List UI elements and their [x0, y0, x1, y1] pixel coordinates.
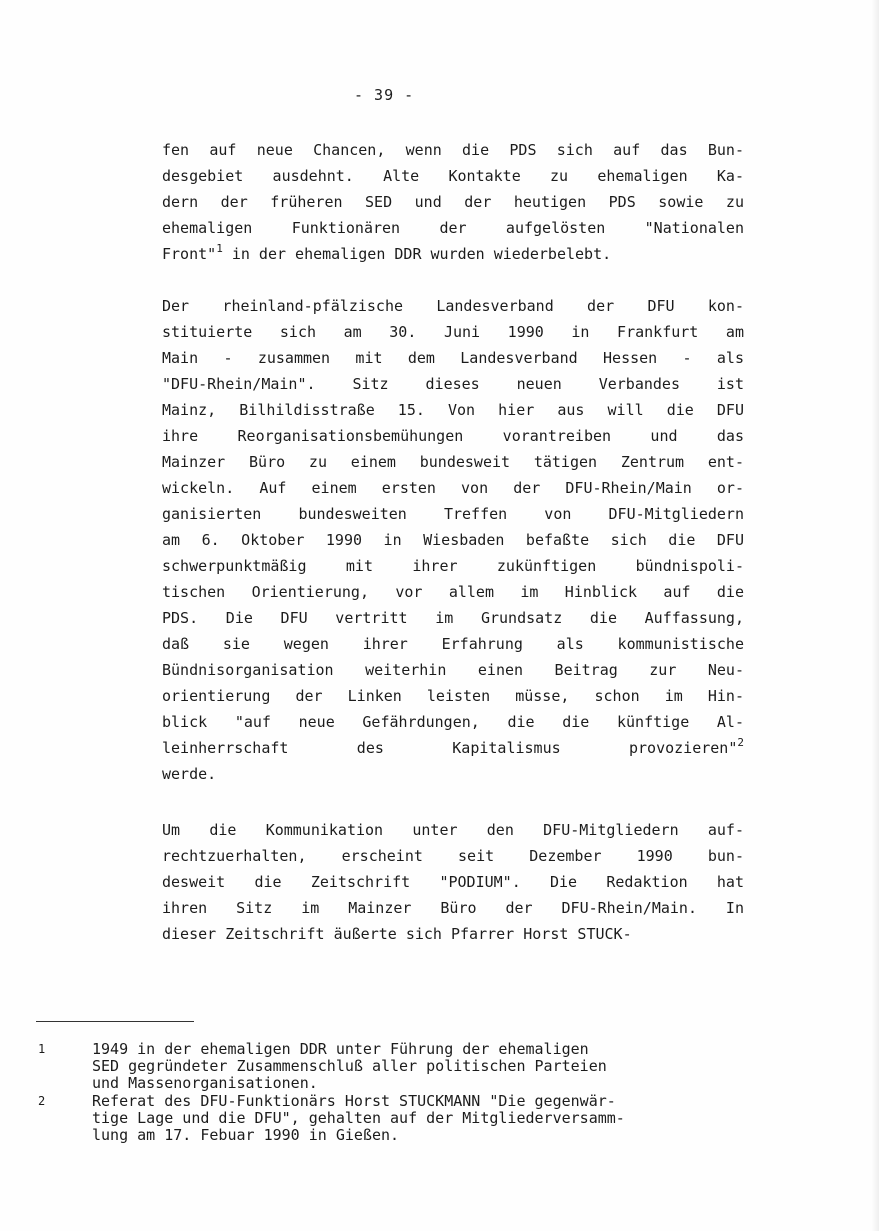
text-line: werde. [162, 765, 217, 783]
footnote-line: lung am 17. Febuar 1990 in Gießen. [92, 1126, 400, 1144]
text-line: desweit die Zeitschrift "PODIUM". Die Redaktion hat [162, 873, 744, 891]
paragraph-2 [162, 293, 744, 787]
text-line [162, 241, 744, 267]
text-line: tischen Orientierung, vor allem im Hinblick auf die [162, 583, 744, 601]
footnote-reference: 1 [216, 242, 223, 255]
text-line: orientierung der Linken leisten müsse, schon im Hin- [162, 687, 744, 705]
text-line: ganisierten bundesweiten Treffen von DFU-Mitgliedern [162, 505, 744, 523]
text-line: ihren Sitz im Mainzer Büro der DFU-Rhein/Main. In [162, 899, 744, 917]
footnote-text [92, 1093, 742, 1144]
text-line: desgebiet ausdehnt. Alte Kontakte zu ehemaligen Ka- [162, 167, 744, 185]
footnote-marker: 2 [38, 1094, 46, 1108]
text-segment: Front" [162, 245, 217, 263]
footnote-line: 1949 in der ehemaligen DDR unter Führung der ehemaligen [92, 1040, 589, 1058]
paragraph-3 [162, 817, 744, 947]
text-line: Bündnisorganisation weiterhin einen Beitrag zur Neu- [162, 661, 744, 679]
text-line: schwerpunktmäßig mit ihrer zukünftigen bündnispoli- [162, 557, 744, 575]
footnote-line: SED gegründeter Zusammenschluß aller politischen Parteien [92, 1057, 607, 1075]
text-line: wickeln. Auf einem ersten von der DFU-Rhein/Main or- [162, 479, 744, 497]
page-number: - 39 - [354, 86, 415, 104]
text-segment: leinherrschaft des Kapitalismus provozieren" [162, 739, 738, 757]
footnote-line: Referat des DFU-Funktionärs Horst STUCKMANN "Die gegenwär- [92, 1092, 616, 1110]
text-line: dieser Zeitschrift äußerte sich Pfarrer Horst STUCK- [162, 925, 632, 943]
text-line: Um die Kommunikation unter den DFU-Mitgliedern auf- [162, 821, 744, 839]
text-line: blick "auf neue Gefährdungen, die die künftige Al- [162, 713, 744, 731]
text-line: Der rheinland-pfälzische Landesverband der DFU kon- [162, 297, 744, 315]
text-line: "DFU-Rhein/Main". Sitz dieses neuen Verbandes ist [162, 375, 744, 393]
footnote-separator [36, 1021, 194, 1022]
text-line [162, 735, 744, 761]
text-line: fen auf neue Chancen, wenn die PDS sich auf das Bun- [162, 141, 744, 159]
text-line: ehemaligen Funktionären der aufgelösten "Nationalen [162, 219, 744, 237]
footnote-line: tige Lage und die DFU", gehalten auf der Mitgliederversamm- [92, 1109, 625, 1127]
text-line: dern der früheren SED und der heutigen PDS sowie zu [162, 193, 744, 211]
text-line: Mainzer Büro zu einem bundesweit tätigen Zentrum ent- [162, 453, 744, 471]
paragraph-1 [162, 137, 744, 267]
text-line: PDS. Die DFU vertritt im Grundsatz die Auffassung, [162, 609, 744, 627]
text-line: daß sie wegen ihrer Erfahrung als kommunistische [162, 635, 744, 653]
footnote-line: und Massenorganisationen. [92, 1074, 318, 1092]
text-segment: in der ehemaligen DDR wurden wiederbelebt. [231, 245, 612, 263]
text-line: am 6. Oktober 1990 in Wiesbaden befaßte sich die DFU [162, 531, 744, 549]
text-line: ihre Reorganisationsbemühungen vorantreiben und das [162, 427, 744, 445]
footnote-text [92, 1041, 742, 1092]
text-line: stituierte sich am 30. Juni 1990 in Frankfurt am [162, 323, 744, 341]
footnote-reference: 2 [737, 736, 744, 749]
page-edge-shadow [871, 0, 879, 1231]
text-line: rechtzuerhalten, erscheint seit Dezember 1990 bun- [162, 847, 744, 865]
text-line: Mainz, Bilhildisstraße 15. Von hier aus will die DFU [162, 401, 744, 419]
text-line: Main - zusammen mit dem Landesverband Hessen - als [162, 349, 744, 367]
footnote-marker: 1 [38, 1042, 46, 1056]
